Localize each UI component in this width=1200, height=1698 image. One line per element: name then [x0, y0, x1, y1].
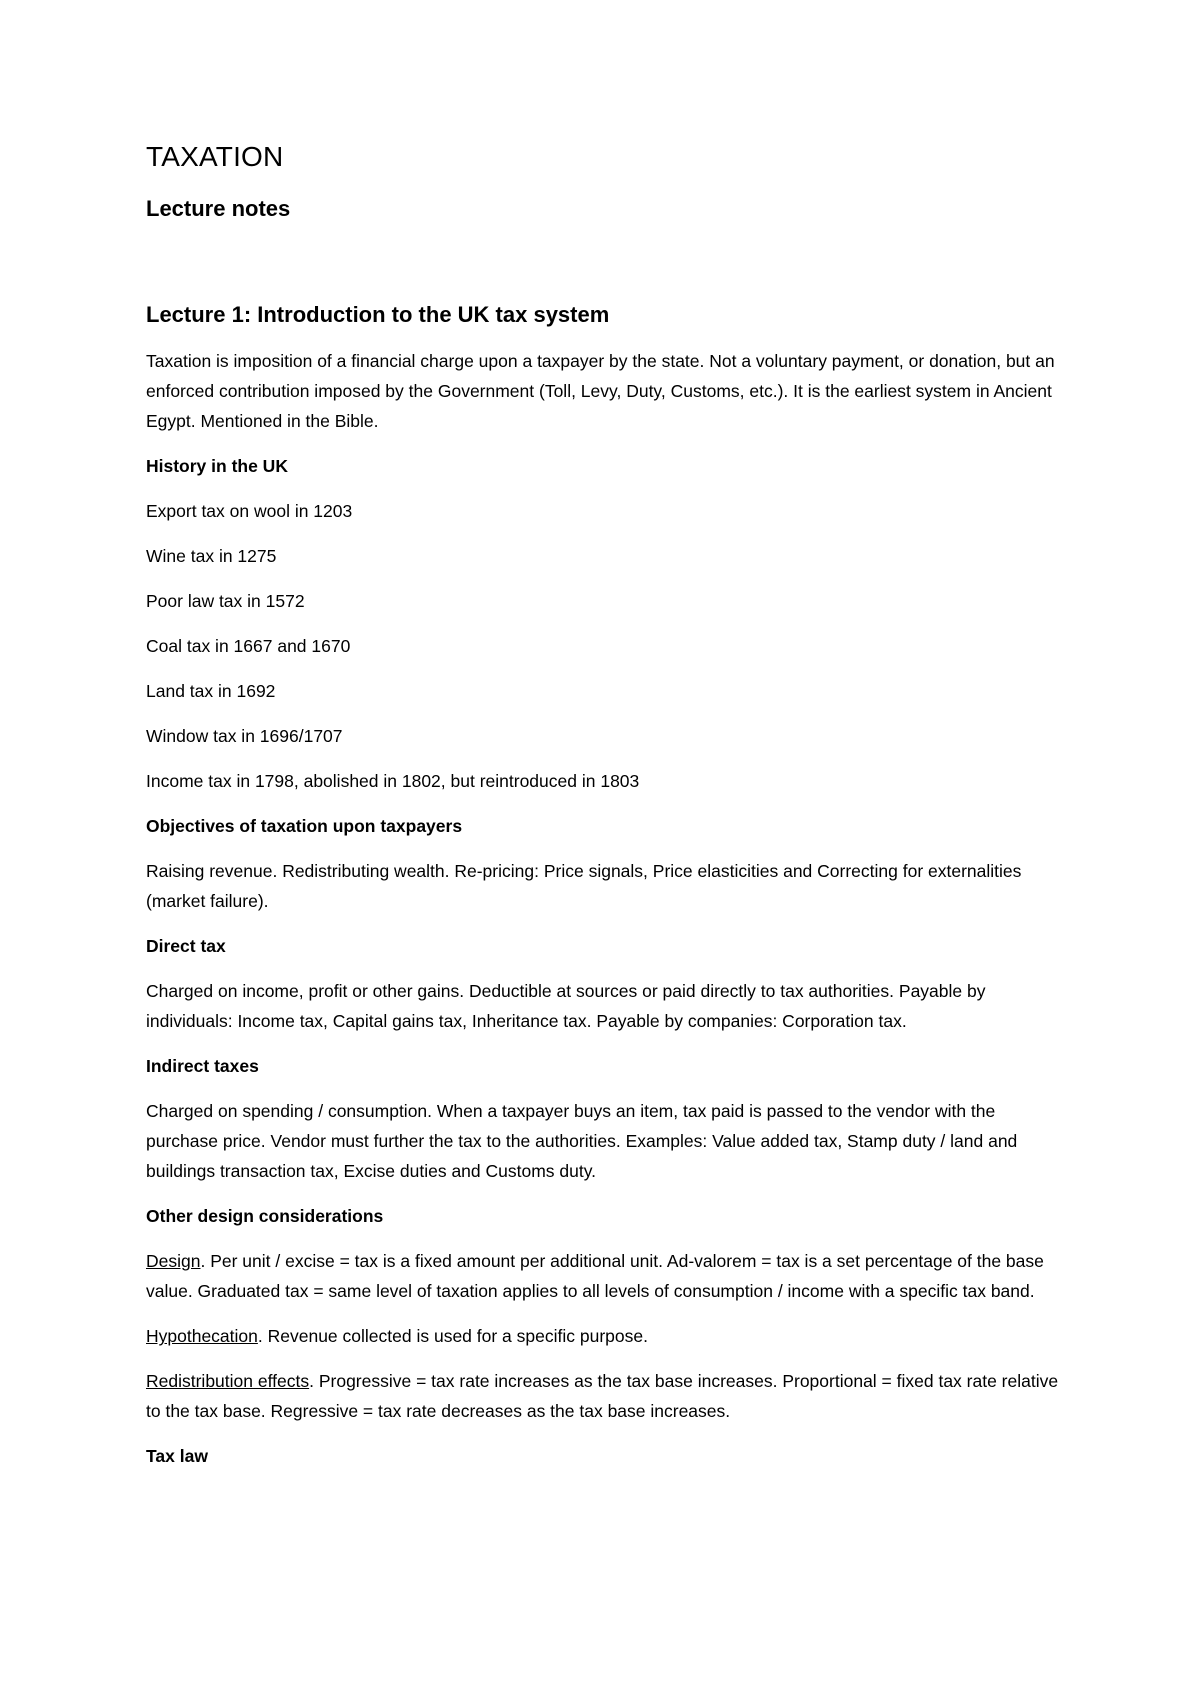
- design-paragraph: [146, 1246, 1066, 1306]
- intro-paragraph: Taxation is imposition of a financial charge upon a taxpayer by the state. Not a voluntary payment, or donation, but an enforced contribution imposed by the Government (Toll, Levy, Duty, Customs, etc.). It is the earliest system in Ancient Egypt. Mentioned in the Bible.: [146, 351, 1055, 432]
- history-item: Window tax in 1696/1707: [146, 726, 343, 747]
- document-subtitle: Lecture notes: [146, 195, 291, 221]
- objectives-heading: Objectives of taxation upon taxpayers: [146, 816, 463, 837]
- objectives-paragraph: Raising revenue. Redistributing wealth. Re-pricing: Price signals, Price elasticities and Correcting for externalities (market failure).: [146, 861, 1022, 912]
- history-item: Poor law tax in 1572: [146, 591, 305, 612]
- hypothecation-term: Hypothecation: [146, 1326, 258, 1347]
- history-heading: History in the UK: [146, 456, 288, 477]
- design-text: . Per unit / excise = tax is a fixed amount per additional unit. Ad-valorem = tax is a set percentage of the base value. Graduated tax = same level of taxation applies to all levels of consumption / income with a specific tax band.: [146, 1251, 1044, 1302]
- history-item: Income tax in 1798, abolished in 1802, but reintroduced in 1803: [146, 771, 640, 792]
- redistribution-paragraph: [146, 1366, 1066, 1426]
- redistribution-text: . Progressive = tax rate increases as the tax base increases. Proportional = fixed tax rate relative to the tax base. Regressive = tax rate decreases as the tax base increases.: [146, 1371, 1059, 1422]
- redistribution-term: Redistribution effects: [146, 1371, 310, 1392]
- tax-law-heading: Tax law: [146, 1446, 208, 1467]
- history-item: Wine tax in 1275: [146, 546, 277, 567]
- history-item: Land tax in 1692: [146, 681, 276, 702]
- history-item: Coal tax in 1667 and 1670: [146, 636, 351, 657]
- indirect-taxes-heading: Indirect taxes: [146, 1056, 259, 1077]
- direct-tax-paragraph: Charged on income, profit or other gains. Deductible at sources or paid directly to tax authorities. Payable by individuals: Income tax, Capital gains tax, Inheritance tax. Payable by companies: Corporation tax.: [146, 981, 986, 1032]
- direct-tax-heading: Direct tax: [146, 936, 226, 957]
- document-title: TAXATION: [146, 141, 284, 172]
- design-considerations-heading: Other design considerations: [146, 1206, 384, 1227]
- indirect-taxes-paragraph: Charged on spending / consumption. When a taxpayer buys an item, tax paid is passed to the vendor with the purchase price. Vendor must further the tax to the authorities. Examples: Value added tax, Stamp duty / land and buildings transaction tax, Excise duties and Customs duty.: [146, 1101, 1018, 1182]
- hypothecation-text: . Revenue collected is used for a specific purpose.: [257, 1326, 648, 1347]
- document-page: [146, 140, 1066, 1471]
- hypothecation-paragraph: [146, 1321, 1066, 1351]
- design-term: Design: [146, 1251, 201, 1272]
- lecture-heading: Lecture 1: Introduction to the UK tax system: [146, 301, 610, 327]
- history-item: Export tax on wool in 1203: [146, 501, 353, 522]
